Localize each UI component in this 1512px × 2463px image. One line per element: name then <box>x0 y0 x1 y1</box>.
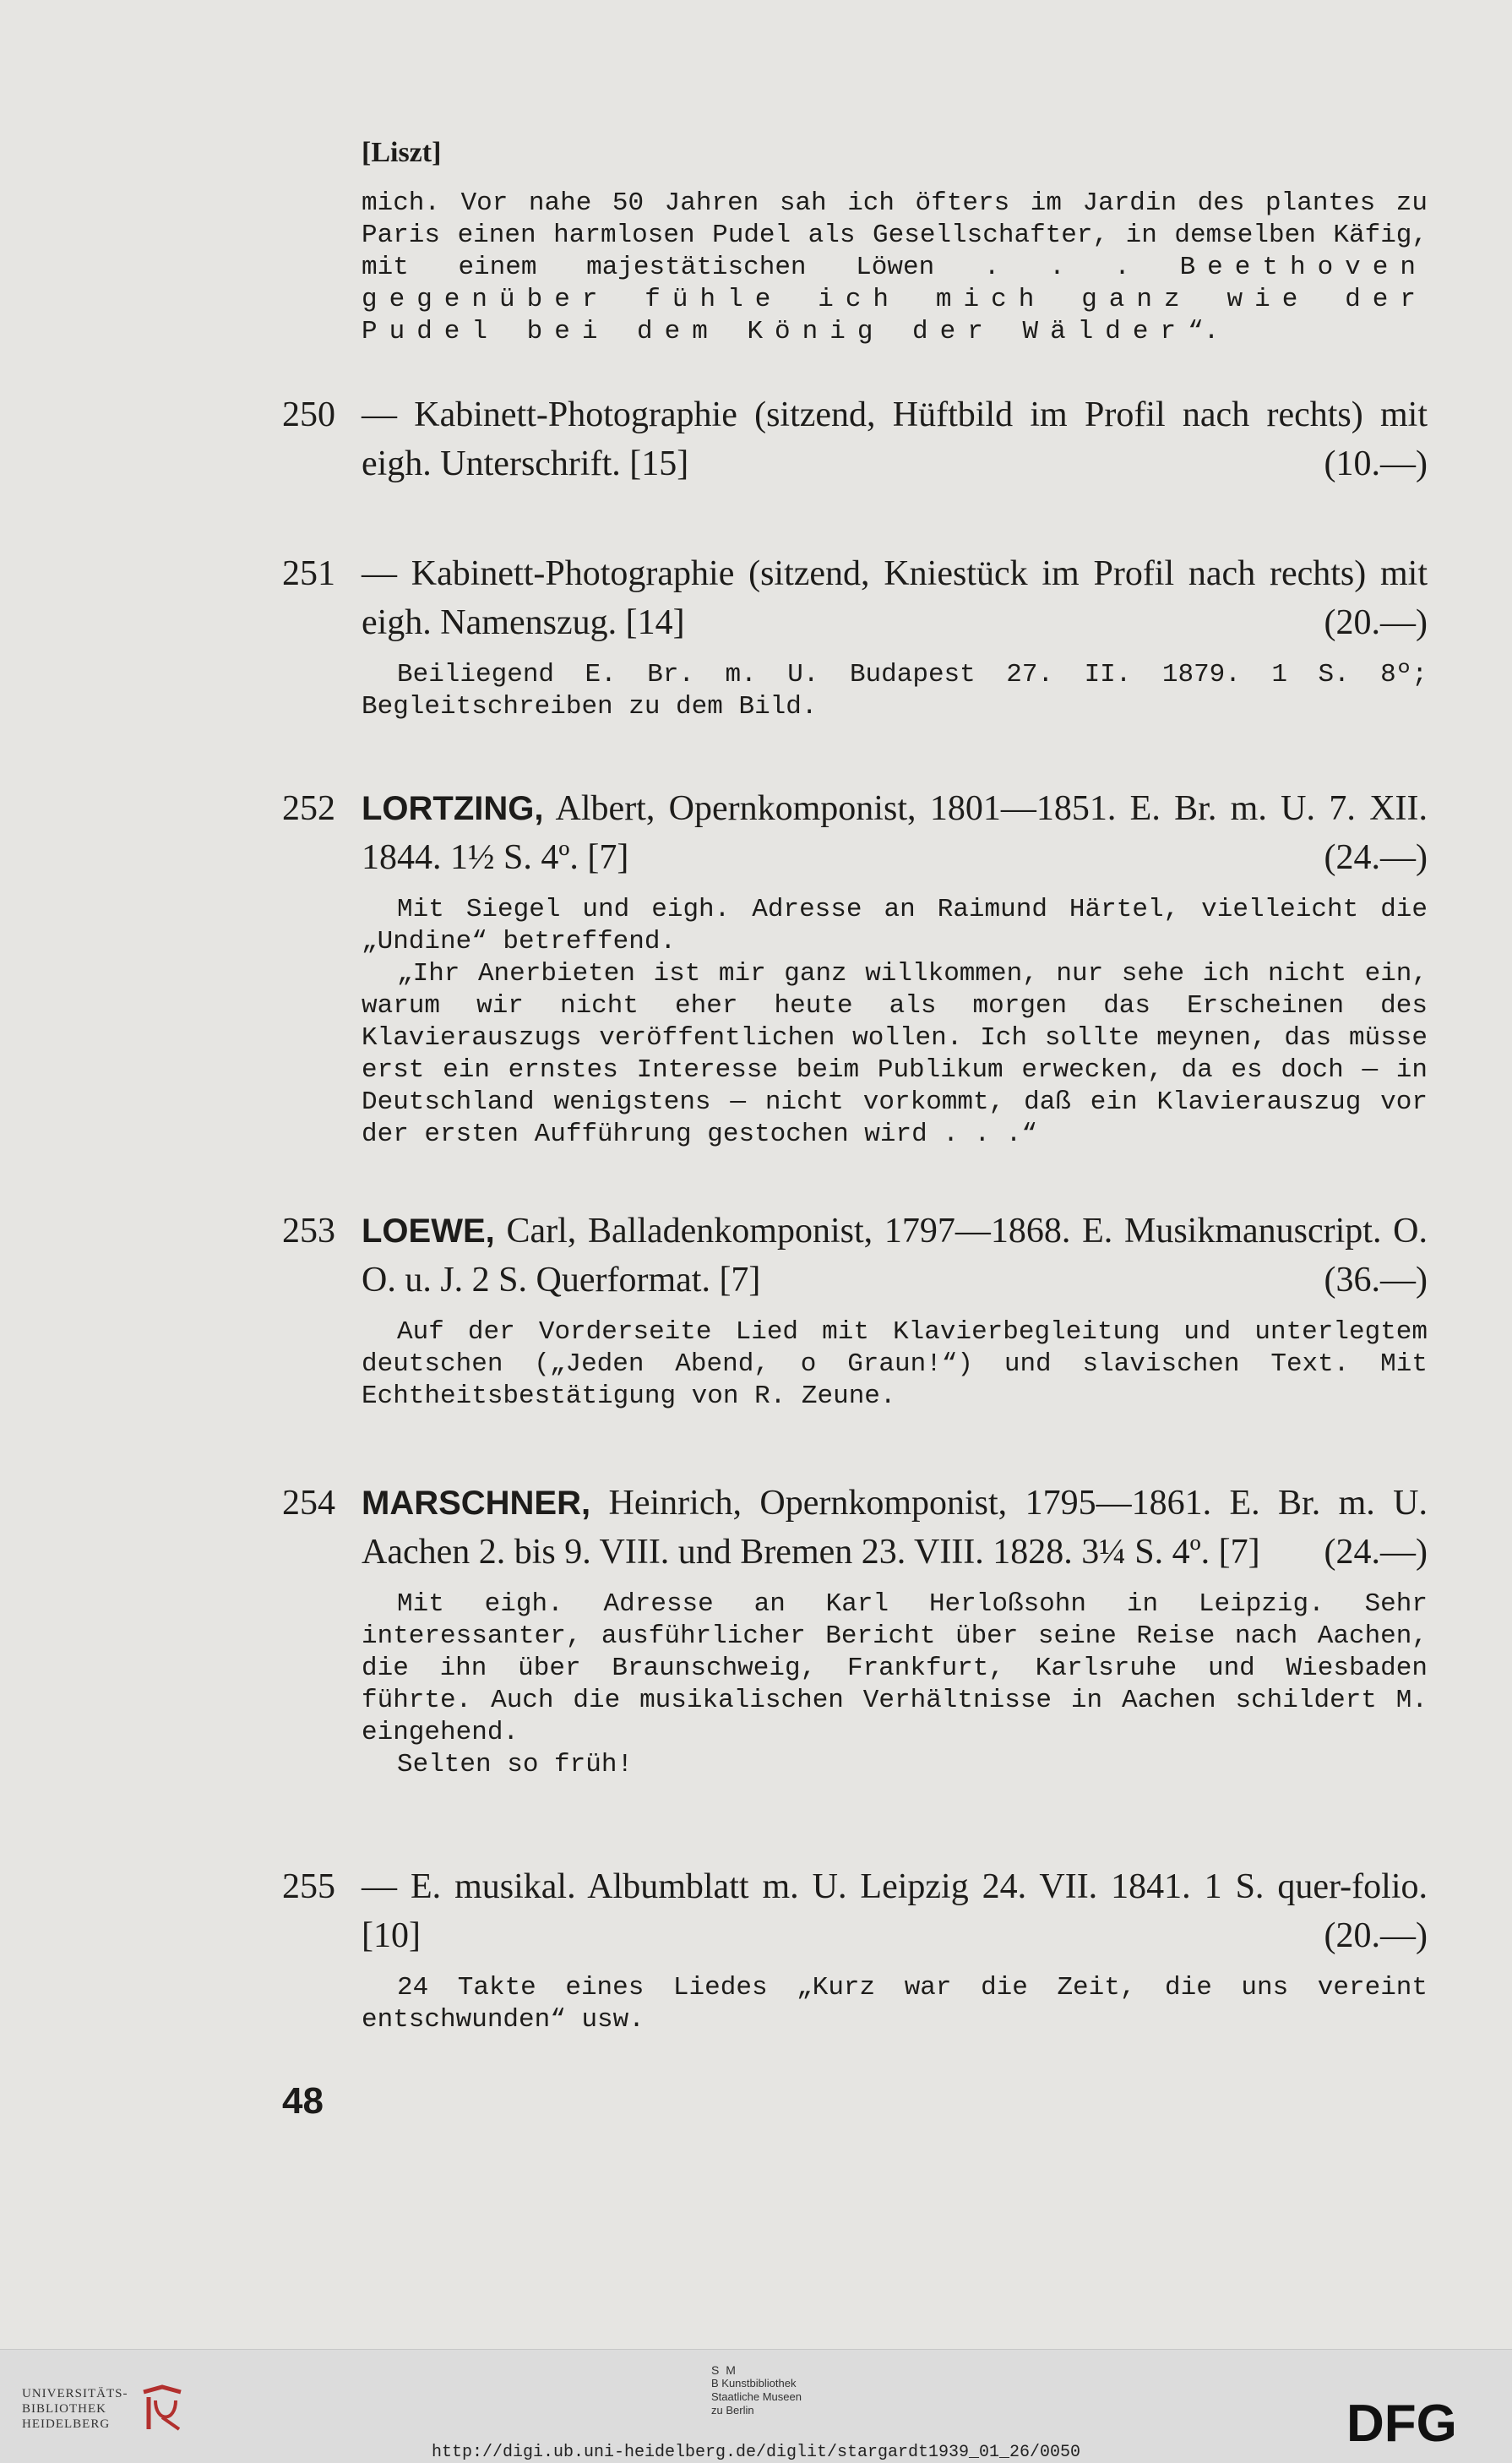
entry-description <box>362 1862 1428 1960</box>
entry-description <box>362 784 1428 882</box>
entry-name: LORTZING, <box>362 790 544 827</box>
entry-number: 251 <box>282 554 335 593</box>
entry-number: 254 <box>282 1484 335 1523</box>
page-number: 48 <box>282 2080 324 2122</box>
entry-price: (24.—) <box>1324 1533 1428 1572</box>
note-paragraph: 24 Takte eines Liedes „Kurz war die Zeit, die uns vereint entschwunden“ usw. <box>362 1973 1428 2035</box>
quote-spaced-text: Beethoven gegenüber fühle ich mich ganz wie der Pudel bei dem König der Wälder <box>362 253 1428 346</box>
museum-line: zu Berlin <box>711 2404 754 2417</box>
entry-text: — Kabinett-Photographie (sitzend, Hüftbild im Profil nach rechts) mit eigh. Unterschrift. [15] <box>362 395 1428 483</box>
catalog-entry-250 <box>282 390 1428 488</box>
entry-note <box>362 659 1428 723</box>
university-mark-icon <box>137 2384 188 2434</box>
entry-text: — Kabinett-Photographie (sitzend, Kniestück im Profil nach rechts) mit eigh. Namenszug. [14] <box>362 554 1428 642</box>
source-url[interactable]: http://digi.ub.uni-heidelberg.de/diglit/stargardt1939_01_26/0050 <box>431 2443 1081 2462</box>
entry-text: Heinrich, Opernkomponist, 1795—1861. E. Br. m. U. Aachen 2. bis 9. VIII. und Bremen 23. VIII. 1828. 3¼ S. 4º. [7] <box>362 1484 1428 1572</box>
entry-description <box>362 1207 1428 1305</box>
note-paragraph: „Ihr Anerbieten ist mir ganz willkommen, nur sehe ich nicht ein, warum wir nicht eher heute als morgen das Erscheinen des Klavierauszugs veröffentlichen wollen. Ich sollte meynen, das müsse erst ein ernstes Interesse beim Publikum erwecken, da es doch — in Deutschland wenigstens — nicht vorkommt, daß ein Klavierauszug vor der ersten Aufführung gestochen wird . . .“ <box>362 959 1428 1149</box>
museum-logo[interactable] <box>711 2363 802 2417</box>
entry-text: Carl, Balladenkomponist, 1797—1868. E. Musikmanuscript. O. O. u. J. 2 S. Querformat. [7] <box>362 1212 1428 1300</box>
entry-description <box>362 390 1428 488</box>
quote-continuation <box>362 188 1428 348</box>
note-paragraph: Mit eigh. Adresse an Karl Herloßsohn in Leipzig. Sehr interessanter, ausführlicher Bericht über seine Reise nach Aachen, die ihn über Braunschweig, Frankfurt, Karlsruhe und Wiesbaden führte. Auch die musikalischen Verhältnisse in Aachen schildert M. eingehend. <box>362 1589 1428 1747</box>
catalog-entry-254 <box>282 1479 1428 1781</box>
entry-note <box>362 1972 1428 2036</box>
university-name <box>22 2386 128 2432</box>
university-line: HEIDELBERG <box>22 2417 111 2431</box>
university-logo[interactable] <box>22 2384 188 2434</box>
university-line: BIBLIOTHEK <box>22 2402 106 2416</box>
entry-description <box>362 1479 1428 1577</box>
entry-name: LOEWE, <box>362 1212 495 1250</box>
entry-text: Albert, Opernkomponist, 1801—1851. E. Br. m. U. 7. XII. 1844. 1½ S. 4º. [7] <box>362 789 1428 877</box>
note-paragraph: Beiliegend E. Br. m. U. Budapest 27. II. 1879. 1 S. 8º; Begleitschreiben zu dem Bild. <box>362 660 1428 722</box>
entry-price: (10.—) <box>1324 444 1428 483</box>
entry-number: 253 <box>282 1212 335 1251</box>
note-paragraph: Selten so früh! <box>397 1750 634 1779</box>
entry-price: (20.—) <box>1324 1916 1428 1955</box>
museum-line: B Kunstbibliothek <box>711 2377 797 2389</box>
entry-price: (36.—) <box>1324 1261 1428 1300</box>
quote-end: “. <box>1188 317 1220 346</box>
entry-number: 250 <box>282 395 335 434</box>
dfg-text: DFG <box>1346 2395 1457 2448</box>
note-paragraph: Mit Siegel und eigh. Adresse an Raimund Härtel, vielleicht die „Undine“ betreffend. <box>362 895 1428 956</box>
entry-note <box>362 894 1428 1151</box>
entry-number: 255 <box>282 1867 335 1906</box>
entry-name: MARSCHNER, <box>362 1485 591 1522</box>
university-line: UNIVERSITÄTS- <box>22 2387 128 2400</box>
entry-note <box>362 1316 1428 1413</box>
entry-text: — E. musikal. Albumblatt m. U. Leipzig 24. VII. 1841. 1 S. quer-folio. [10] <box>362 1867 1428 1955</box>
museum-line: Staatliche Museen <box>711 2390 802 2403</box>
dfg-logo[interactable] <box>1346 2395 1490 2448</box>
entry-note <box>362 1588 1428 1781</box>
note-paragraph: Auf der Vorderseite Lied mit Klavierbegleitung und unterlegtem deutschen („Jeden Abend, o Graun!“) und slavischen Text. Mit Echtheitsbestätigung von R. Zeune. <box>362 1317 1428 1411</box>
entry-number: 252 <box>282 789 335 828</box>
catalog-entry-251 <box>282 549 1428 723</box>
entry-price: (24.—) <box>1324 838 1428 877</box>
catalog-entry-255 <box>282 1862 1428 2036</box>
quote-text: mich. Vor nahe 50 Jahren sah ich öfters im Jardin des plantes zu Paris einen harmlosen Pudel als Gesellschafter, in demselben Käfig, mit einem majestätischen Löwen . . . <box>362 188 1428 282</box>
entry-price: (20.—) <box>1324 603 1428 642</box>
section-header: [Liszt] <box>362 137 442 168</box>
catalog-entry-252 <box>282 784 1428 1151</box>
entry-description <box>362 549 1428 647</box>
footer-bar <box>0 2349 1512 2463</box>
museum-mark: S M <box>711 2363 737 2377</box>
catalog-entry-253 <box>282 1207 1428 1413</box>
